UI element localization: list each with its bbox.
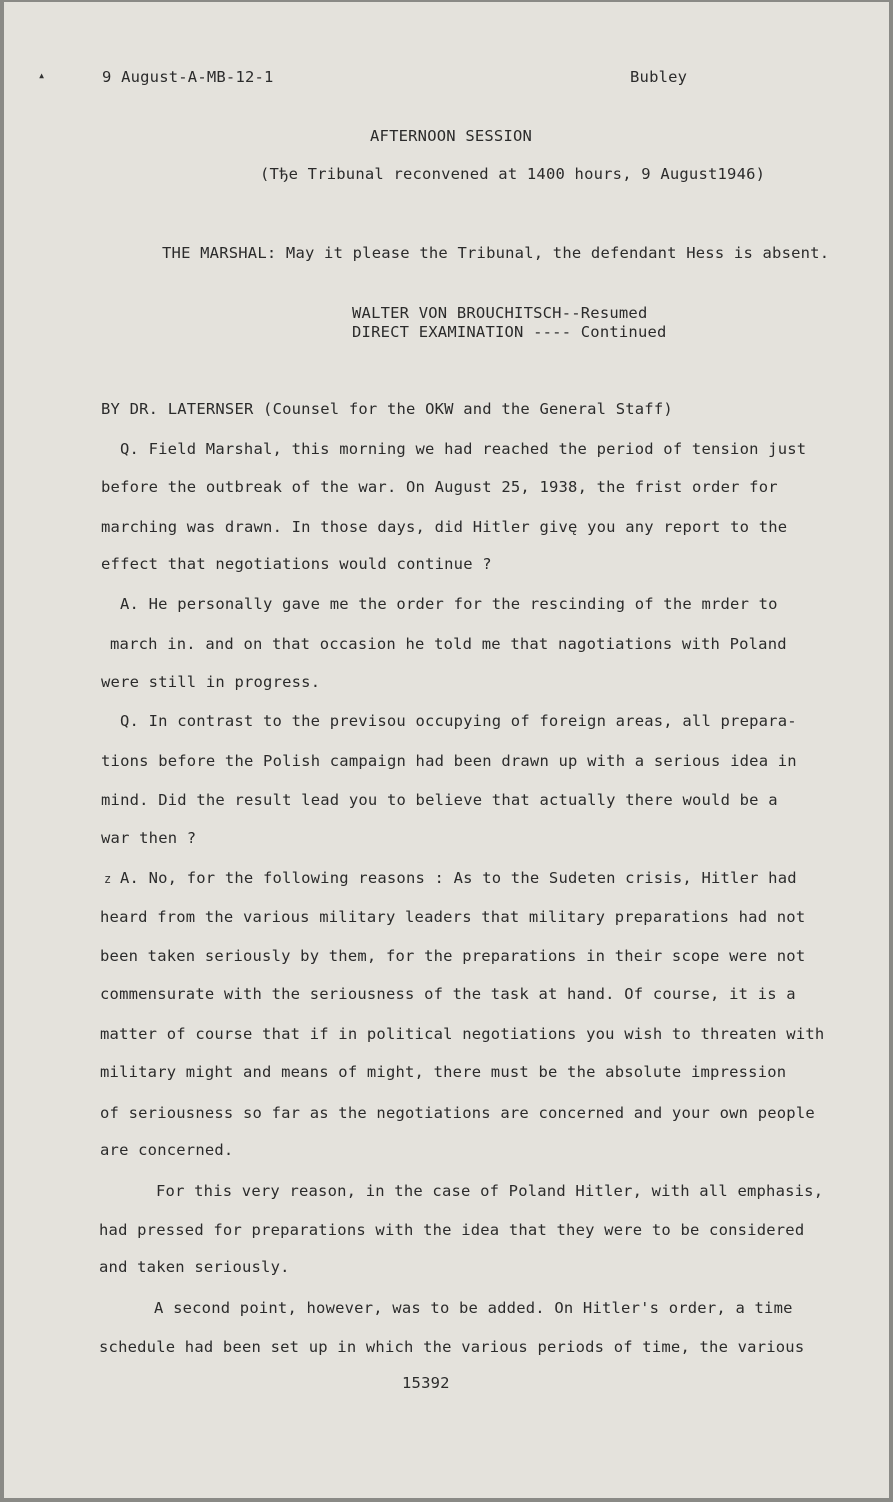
reconvene-note: (Tђe Tribunal reconvened at 1400 hours, 9 August1946) bbox=[260, 165, 766, 183]
body-line: march in. and on that occasion he told me that nagotiations with Poland bbox=[110, 635, 787, 653]
body-line: commensurate with the seriousness of the task at hand. Of course, it is a bbox=[100, 985, 796, 1003]
body-line: marching was drawn. In those days, did Hitler givę you any report to the bbox=[101, 518, 788, 536]
body-line: Q. In contrast to the previsou occupying of foreign areas, all prepara- bbox=[120, 712, 797, 730]
body-line: For this very reason, in the case of Poland Hitler, with all emphasis, bbox=[156, 1182, 824, 1200]
session-title: AFTERNOON SESSION bbox=[370, 127, 533, 145]
transcript-page bbox=[4, 2, 889, 1498]
body-line: tions before the Polish campaign had been drawn up with a serious idea in bbox=[101, 752, 797, 770]
body-line: A. He personally gave me the order for the rescinding of the mrder to bbox=[120, 595, 778, 613]
body-line: heard from the various military leaders that military preparations had not bbox=[100, 908, 806, 926]
body-line: schedule had been set up in which the various periods of time, the various bbox=[99, 1338, 805, 1356]
body-line: military might and means of might, there must be the absolute impression bbox=[100, 1063, 787, 1081]
body-line: and taken seriously. bbox=[99, 1258, 290, 1276]
margin-annotation: z bbox=[104, 872, 112, 886]
body-line: had pressed for preparations with the idea that they were to be considered bbox=[99, 1221, 805, 1239]
body-line: matter of course that if in political negotiations you wish to threaten with bbox=[100, 1025, 825, 1043]
examination-heading: DIRECT EXAMINATION ---- Continued bbox=[352, 323, 667, 341]
body-line: of seriousness so far as the negotiations are concerned and your own people bbox=[100, 1104, 815, 1122]
witness-name: WALTER VON BROUCHITSCH--Resumed bbox=[352, 304, 648, 322]
page-number: 15392 bbox=[402, 1374, 450, 1392]
body-line: mind. Did the result lead you to believe that actually there would be a bbox=[101, 791, 778, 809]
examiner-line: BY DR. LATERNSER (Counsel for the OKW and the General Staff) bbox=[101, 400, 673, 418]
body-line: before the outbreak of the war. On August 25, 1938, the frist order for bbox=[101, 478, 778, 496]
body-line: are concerned. bbox=[100, 1141, 234, 1159]
body-line: war then ? bbox=[101, 829, 197, 847]
document-code: 9 August-A-MB-12-1 bbox=[102, 68, 274, 86]
body-line: were still in progress. bbox=[101, 673, 321, 691]
body-line: A. No, for the following reasons : As to the Sudeten crisis, Hitler had bbox=[120, 869, 797, 887]
margin-tick: ▴ bbox=[38, 68, 46, 82]
body-line: effect that negotiations would continue ? bbox=[101, 555, 492, 573]
marshal-statement: THE MARSHAL: May it please the Tribunal, the defendant Hess is absent. bbox=[162, 244, 830, 262]
body-line: been taken seriously by them, for the preparations in their scope were not bbox=[100, 947, 806, 965]
reporter-name: Bubley bbox=[630, 68, 688, 86]
body-line: Q. Field Marshal, this morning we had reached the period of tension just bbox=[120, 440, 807, 458]
body-line: A second point, however, was to be added. On Hitler's order, a time bbox=[154, 1299, 793, 1317]
